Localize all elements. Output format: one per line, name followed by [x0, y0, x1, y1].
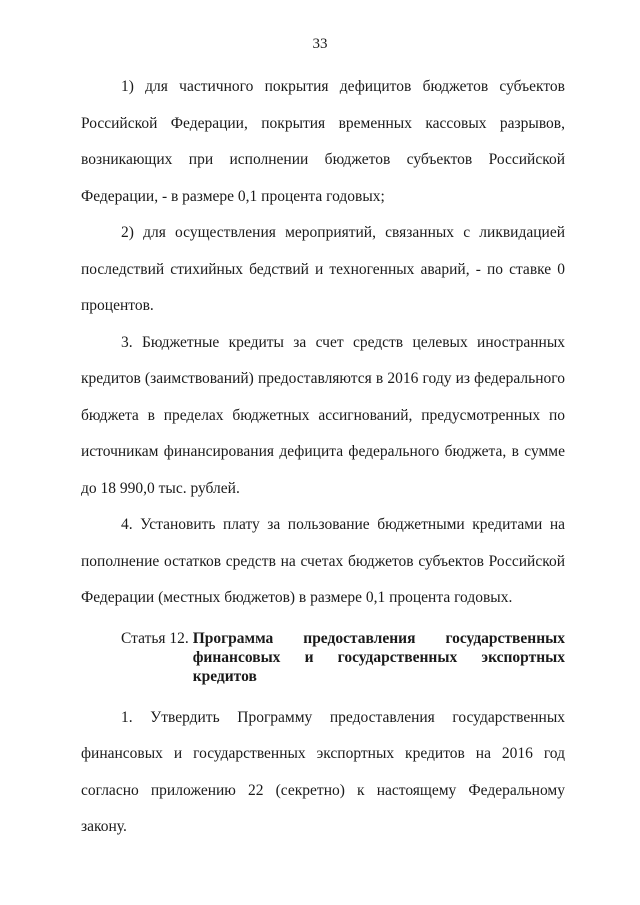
article-label: Статья 12.	[121, 629, 193, 647]
paragraph-subitem-2: 2) для осуществления мероприятий, связанных с ликвидацией последствий стихийных бедствий и техногенных аварий, - по ставке 0 процентов.	[81, 224, 565, 314]
paragraph-article-12-item-1: 1. Утвердить Программу предоставления государственных финансовых и государственных экспортных кредитов на 2016 год согласно приложению 22 (секретно) к настоящему Федеральному закону.	[81, 708, 565, 835]
article-heading	[81, 629, 565, 686]
paragraph-item-4: 4. Установить плату за пользование бюджетными кредитами на пополнение остатков средств на счетах бюджетов субъектов Российской Федерации (местных бюджетов) в размере 0,1 процента годовых.	[81, 516, 565, 606]
page-number: 33	[312, 36, 328, 52]
paragraph-item-3: 3. Бюджетные кредиты за счет средств целевых иностранных кредитов (заимствований) предоставляются в 2016 году из федерального бюджета в пределах бюджетных ассигнований, предусмотренных по источникам финансирования дефицита федерального бюджета, в сумме до 18 990,0 тыс. рублей.	[81, 333, 565, 497]
article-title: Программа предоставления государственных финансовых и государственных экспортных кредитов	[192, 629, 565, 685]
document-body	[81, 69, 565, 846]
paragraph-subitem-1: 1) для частичного покрытия дефицитов бюджетов субъектов Российской Федерации, покрытия временных кассовых разрывов, возникающих при исполнении бюджетов субъектов Российской Федерации, - в размере 0,1 процента годовых;	[81, 78, 565, 205]
